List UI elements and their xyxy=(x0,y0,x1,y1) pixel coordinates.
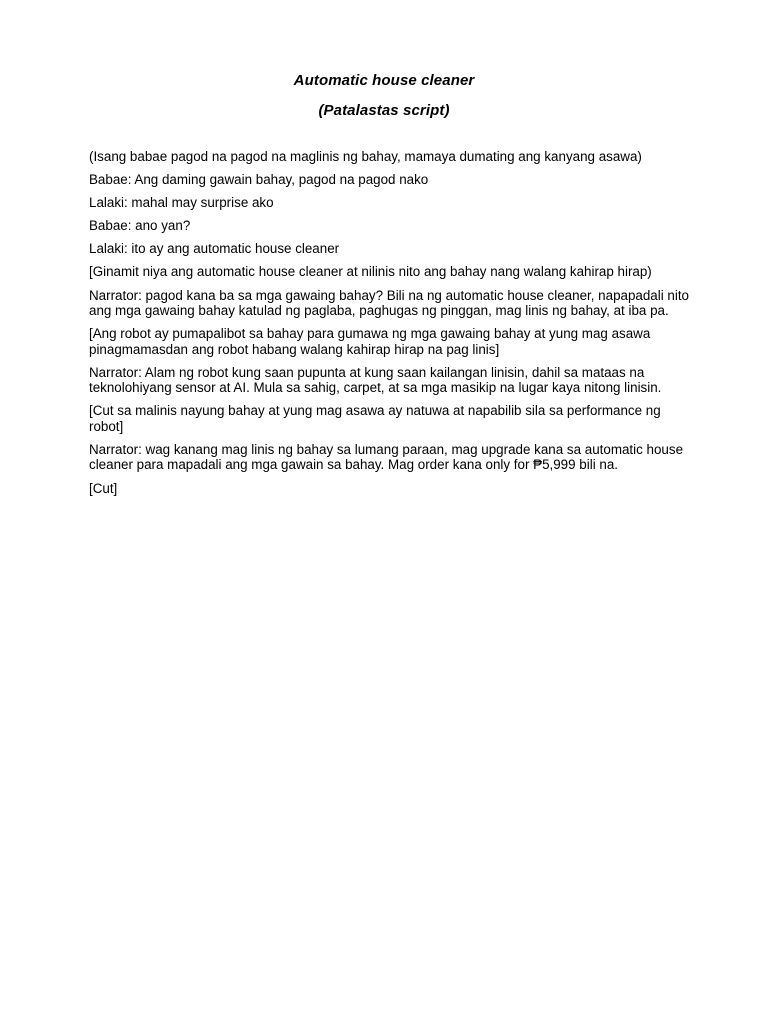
document-subtitle: (Patalastas script) xyxy=(318,102,450,119)
paragraph-lalaki-line-1: Lalaki: mahal may surprise ako xyxy=(89,195,274,211)
paragraph-babae-line-2: Babae: ano yan? xyxy=(89,218,191,234)
title-block xyxy=(0,70,768,130)
paragraph-lalaki-line-2: Lalaki: ito ay ang automatic house cleaner xyxy=(89,241,340,257)
paragraph-narrator-3: Narrator: wag kanang mag linis ng bahay sa lumang paraan, mag upgrade kana sa automatic house cleaner para mapadali ang mga gawain sa bahay. Mag order kana only for ₱5,999 bili na. xyxy=(89,441,684,473)
document-title: Automatic house cleaner xyxy=(293,72,475,89)
script-body xyxy=(89,149,689,504)
paragraph-narrator-2: Narrator: Alam ng robot kung saan pupunta at kung saan kailangan linisin, dahil sa mataas na teknolohiyang sensor at AI. Mula sa sahig, carpet, at sa mga masikip na lugar kaya nitong linisin. xyxy=(89,364,662,396)
paragraph-scene-robot: [Ang robot ay pumapalibot sa bahay para gumawa ng mga gawaing bahay at yung mag asawa pinagmamasdan ang robot habang walang kahirap hirap na pag linis] xyxy=(89,326,651,357)
paragraph-scene-cut: [Cut sa malinis nayung bahay at yung mag asawa ay natuwa at napabilib sila sa performance ng robot] xyxy=(89,403,661,434)
paragraph-narrator-1: Narrator: pagod kana ba sa mga gawaing bahay? Bili na ng automatic house cleaner, napapadali nito ang mga gawaing bahay katulad ng paglaba, paghugas ng pinggan, mag linis ng bahay, at iba pa. xyxy=(89,287,690,319)
paragraph-cut: [Cut] xyxy=(89,480,118,496)
paragraph-scene-demo: [Ginamit niya ang automatic house cleaner at nilinis nito ang bahay nang walang kahirap hirap) xyxy=(89,264,652,280)
paragraph-scene-intro: (Isang babae pagod na pagod na maglinis ng bahay, mamaya dumating ang kanyang asawa) xyxy=(89,149,642,164)
paragraph-babae-line-1: Babae: Ang daming gawain bahay, pagod na pagod nako xyxy=(89,172,429,188)
